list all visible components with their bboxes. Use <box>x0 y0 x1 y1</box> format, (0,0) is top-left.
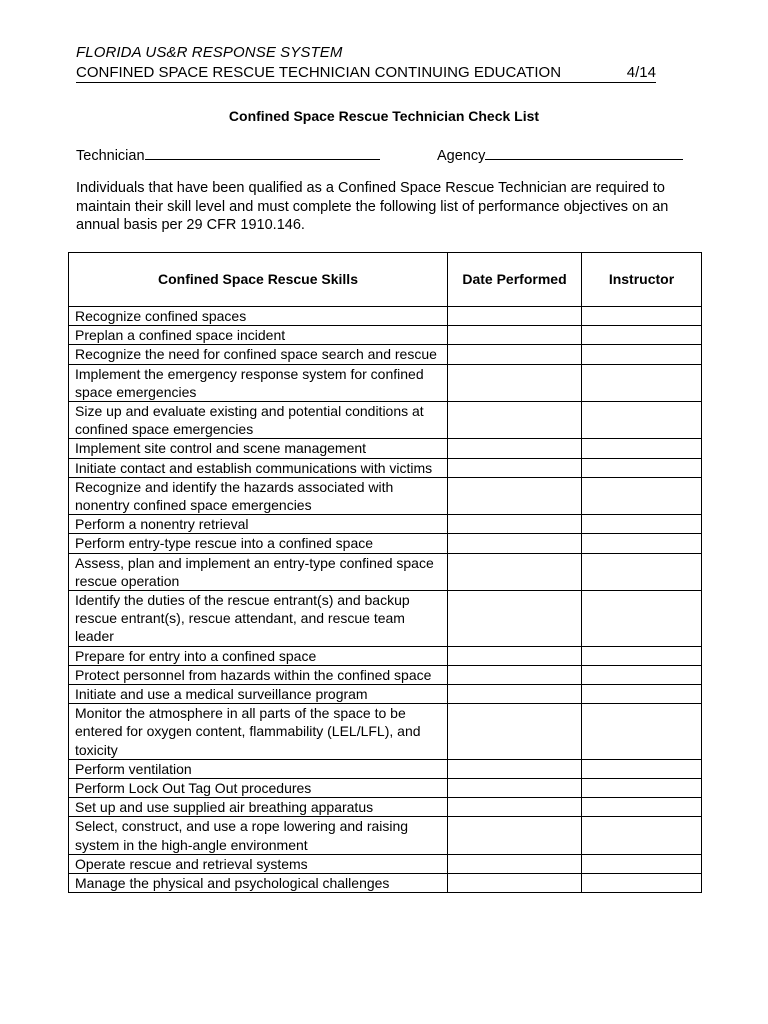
table-row <box>69 345 702 364</box>
skill-cell: Operate rescue and retrieval systems <box>69 854 448 873</box>
skill-cell: Select, construct, and use a rope lowering and raising system in the high-angle environment <box>69 817 448 854</box>
table-row <box>69 515 702 534</box>
date-cell[interactable] <box>448 591 582 647</box>
date-cell[interactable] <box>448 439 582 458</box>
date-cell[interactable] <box>448 685 582 704</box>
table-header-row <box>69 253 702 307</box>
skill-cell: Perform entry-type rescue into a confined space <box>69 534 448 553</box>
skill-cell: Recognize confined spaces <box>69 307 448 326</box>
instructor-cell[interactable] <box>582 798 702 817</box>
date-cell[interactable] <box>448 364 582 401</box>
skill-cell: Identify the duties of the rescue entrant(s) and backup rescue entrant(s), rescue attendant, and rescue team leader <box>69 591 448 647</box>
table-row <box>69 364 702 401</box>
date-cell[interactable] <box>448 307 582 326</box>
intro-paragraph: Individuals that have been qualified as a Confined Space Rescue Technician are required to maintain their skill level and must complete the following list of performance objectives on an annual basis per 29 CFR 1910.146. <box>76 180 669 233</box>
column-header-instructor: Instructor <box>582 253 702 307</box>
skill-cell: Protect personnel from hazards within the confined space <box>69 665 448 684</box>
date-cell[interactable] <box>448 854 582 873</box>
instructor-cell[interactable] <box>582 402 702 439</box>
skill-cell: Perform Lock Out Tag Out procedures <box>69 779 448 798</box>
date-cell[interactable] <box>448 646 582 665</box>
instructor-cell[interactable] <box>582 534 702 553</box>
date-cell[interactable] <box>448 326 582 345</box>
table-row <box>69 553 702 590</box>
instructor-cell[interactable] <box>582 685 702 704</box>
instructor-cell[interactable] <box>582 646 702 665</box>
date-cell[interactable] <box>448 817 582 854</box>
instructor-cell[interactable] <box>582 665 702 684</box>
instructor-cell[interactable] <box>582 458 702 477</box>
table-row <box>69 439 702 458</box>
skill-cell: Recognize and identify the hazards associated with nonentry confined space emergencies <box>69 477 448 514</box>
table-row <box>69 646 702 665</box>
table-row <box>69 402 702 439</box>
document-title: Confined Space Rescue Technician Check List <box>228 108 540 124</box>
table-row <box>69 477 702 514</box>
table-row <box>69 307 702 326</box>
agency-field <box>437 145 683 164</box>
instructor-cell[interactable] <box>582 874 702 893</box>
date-cell[interactable] <box>448 779 582 798</box>
table-row <box>69 704 702 760</box>
table-row <box>69 874 702 893</box>
technician-blank[interactable] <box>145 145 380 160</box>
skill-cell: Initiate and use a medical surveillance program <box>69 685 448 704</box>
column-header-date: Date Performed <box>448 253 582 307</box>
date-cell[interactable] <box>448 759 582 778</box>
header-course-line <box>76 64 656 83</box>
date-cell[interactable] <box>448 345 582 364</box>
instructor-cell[interactable] <box>582 364 702 401</box>
skill-cell: Perform ventilation <box>69 759 448 778</box>
date-cell[interactable] <box>448 553 582 590</box>
table-row <box>69 458 702 477</box>
header-org: FLORIDA US&R RESPONSE SYSTEM <box>76 44 343 61</box>
skill-cell: Monitor the atmosphere in all parts of the space to be entered for oxygen content, flammability (LEL/LFL), and toxicity <box>69 704 448 760</box>
table-row <box>69 591 702 647</box>
date-cell[interactable] <box>448 477 582 514</box>
date-cell[interactable] <box>448 534 582 553</box>
table-row <box>69 665 702 684</box>
date-cell[interactable] <box>448 515 582 534</box>
skills-table-wrapper <box>68 252 702 893</box>
skill-cell: Perform a nonentry retrieval <box>69 515 448 534</box>
instructor-cell[interactable] <box>582 553 702 590</box>
header-page-number: 4/14 <box>626 64 656 81</box>
instructor-cell[interactable] <box>582 779 702 798</box>
skill-cell: Manage the physical and psychological challenges <box>69 874 448 893</box>
skill-cell: Size up and evaluate existing and potential conditions at confined space emergencies <box>69 402 448 439</box>
skills-table <box>68 252 702 893</box>
table-row <box>69 779 702 798</box>
table-row <box>69 326 702 345</box>
technician-label: Technician <box>76 148 145 164</box>
date-cell[interactable] <box>448 665 582 684</box>
date-cell[interactable] <box>448 458 582 477</box>
instructor-cell[interactable] <box>582 477 702 514</box>
skill-cell: Preplan a confined space incident <box>69 326 448 345</box>
skill-cell: Prepare for entry into a confined space <box>69 646 448 665</box>
instructor-cell[interactable] <box>582 759 702 778</box>
date-cell[interactable] <box>448 402 582 439</box>
date-cell[interactable] <box>448 798 582 817</box>
instructor-cell[interactable] <box>582 326 702 345</box>
skill-cell: Assess, plan and implement an entry-type confined space rescue operation <box>69 553 448 590</box>
skill-cell: Initiate contact and establish communications with victims <box>69 458 448 477</box>
agency-label: Agency <box>437 148 486 164</box>
skill-cell: Implement site control and scene management <box>69 439 448 458</box>
table-row <box>69 534 702 553</box>
table-row <box>69 685 702 704</box>
header-course: CONFINED SPACE RESCUE TECHNICIAN CONTINUING EDUCATION <box>76 64 562 81</box>
instructor-cell[interactable] <box>582 439 702 458</box>
skill-cell: Implement the emergency response system for confined space emergencies <box>69 364 448 401</box>
instructor-cell[interactable] <box>582 591 702 647</box>
table-row <box>69 854 702 873</box>
technician-field <box>76 145 380 164</box>
instructor-cell[interactable] <box>582 345 702 364</box>
agency-blank[interactable] <box>485 145 683 160</box>
instructor-cell[interactable] <box>582 307 702 326</box>
date-cell[interactable] <box>448 704 582 760</box>
instructor-cell[interactable] <box>582 704 702 760</box>
table-row <box>69 759 702 778</box>
table-row <box>69 817 702 854</box>
skill-cell: Set up and use supplied air breathing apparatus <box>69 798 448 817</box>
instructor-cell[interactable] <box>582 854 702 873</box>
skill-cell: Recognize the need for confined space search and rescue <box>69 345 448 364</box>
table-row <box>69 798 702 817</box>
column-header-skills: Confined Space Rescue Skills <box>69 253 448 307</box>
date-cell[interactable] <box>448 874 582 893</box>
instructor-cell[interactable] <box>582 515 702 534</box>
instructor-cell[interactable] <box>582 817 702 854</box>
